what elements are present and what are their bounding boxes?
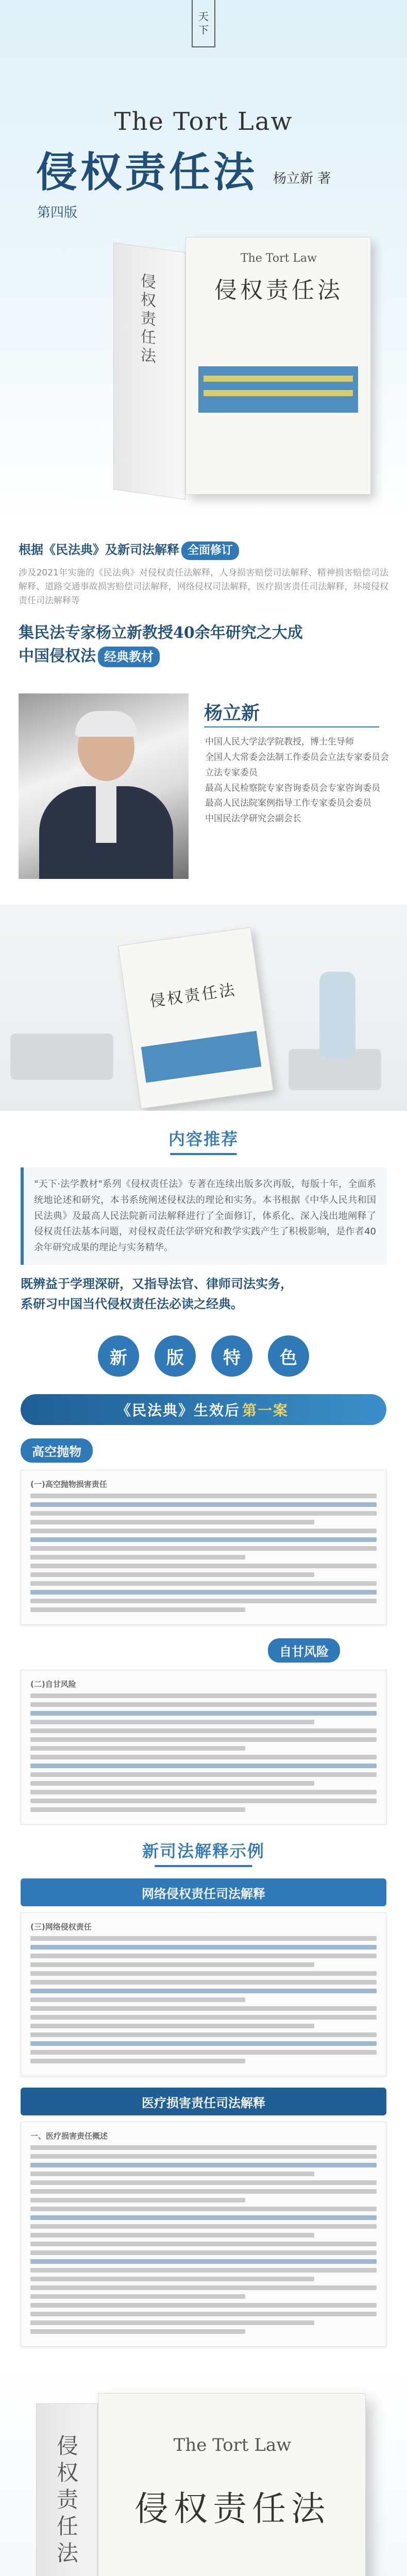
doc-line [30,2154,377,2159]
product-photo [0,905,407,1111]
doc-line [30,1529,377,1533]
doc-line-highlight [30,2041,377,2046]
doc-line [30,2303,377,2308]
slogan-line-2 [19,645,388,668]
doc-line [30,1693,377,1698]
author-portrait [19,693,189,879]
doc-line [30,2242,377,2246]
cover-yellow-line [204,376,353,382]
doc-line [30,2224,377,2229]
doc-line [30,2294,245,2299]
title-chinese: 侵权责任法 [36,148,258,196]
doc-excerpt-3-heading: (三)网络侵权责任 [30,1922,92,1932]
series-badge [192,0,215,47]
explanation-title: 新司法解释示例 [0,1838,407,1867]
explanation-section [0,1825,407,2352]
author-credit: 杨立新 著 [273,171,331,187]
doc-line-highlight [30,1590,377,1595]
feature-char-2: 版 [155,1335,196,1377]
series-badge-char-1: 天 [198,10,209,23]
doc-line [30,2145,377,2150]
author-name: 杨立新 [204,703,260,724]
medical-tort-banner: 医疗损害责任司法解释 [21,2088,386,2115]
pill-high-altitude: 高空抛物 [21,1438,93,1463]
footer-book-spine-title: 侵权责任法 [54,2434,79,2569]
cover-blue-band [198,366,358,413]
footer-book-render [0,2362,407,2576]
doc-line [30,1720,314,1724]
intro-lead-text: 根据《民法典》及新司法解释 [19,543,179,557]
doc-line [30,2024,314,2028]
book-front-cover [185,237,371,495]
cover-yellow-line [204,390,353,396]
doc-line [30,1702,377,1707]
doc-line [30,1755,377,1759]
doc-line [30,2172,314,2176]
doc-line [30,2180,377,2185]
intro-section [0,526,407,678]
doc-line [30,2050,377,2055]
doc-excerpt-1 [21,1470,386,1625]
doc-line [30,1546,377,1551]
slogan-line-1: 集民法专家杨立新教授40余年研究之大成 [19,624,303,642]
doc-excerpt-4 [21,2122,386,2347]
photo-prop-bottle [319,972,355,1059]
doc-line [30,1781,314,1786]
doc-line-highlight [30,2259,377,2264]
intro-description: 涉及2021年实施的《民法典》对侵权责任法解释，人身损害赔偿司法解释、精神损害赔偿司法解释、道路交通事故损害赔偿司法解释，网络侵权司法解释，医疗损害责任司法解释，环境侵权责任司法解释等 [19,567,388,606]
first-case-banner [21,1394,386,1425]
doc-line [30,2198,245,2202]
footer-book-front-cover [98,2393,366,2576]
author-section [0,683,407,900]
title-english: The Tort Law [114,107,293,136]
series-badge-char-2: 下 [198,24,209,36]
slogan-line-2-text: 中国侵权法 [19,647,96,666]
doc-line [30,1564,377,1568]
doc-line-highlight [30,2163,377,2167]
doc-line [30,1746,245,1751]
classic-textbook-tag: 经典教材 [98,647,160,667]
doc-line [30,2006,377,2011]
doc-excerpt-3 [21,1912,386,2076]
doc-line [30,1954,377,1958]
recommend-title: 内容推荐 [21,1126,386,1155]
recommend-quote-line-1: 既辨益于学理深研，又指导法官、律师司法实务， [21,1276,293,1292]
doc-line [30,2032,377,2037]
first-case-highlight: 第一案 [242,1402,289,1419]
doc-line-highlight [30,2215,377,2220]
recommend-section [0,1111,407,1324]
network-tort-banner: 网络侵权责任司法解释 [21,1878,386,1906]
doc-line [30,2059,245,2063]
doc-line [30,2285,377,2290]
doc-excerpt-2 [21,1670,386,1825]
footer-cover-title-chinese: 侵权责任法 [134,2489,330,2529]
doc-excerpt-2-heading: (二)自甘风险 [30,1680,76,1689]
doc-line [30,1799,377,1803]
doc-line [30,1494,377,1498]
edition-label: 第四版 [37,205,78,221]
doc-line [30,1936,377,1941]
features-row [0,1330,407,1389]
recommend-body: "天下·法学教材"系列《侵权责任法》专著在连续出版多次再版，每版十年，全面系统地论述和研究，本书系统阐述侵权法的理论和实务。本书根据《中华人民共和国民法典》及最高人民法院新司法解释进行了全面修订，体系化、深入浅出地阐释了侵权责任法基本问题，对侵权责任法学研究和教学实践产生了积极影响，是作者40余年研究成果的理论与实务精华。 [21,1167,386,1265]
feature-char-3: 特 [211,1335,252,1377]
doc-line-highlight [30,1945,377,1950]
slogan [19,621,388,668]
doc-line-highlight [30,1711,377,1716]
doc-line [30,1520,314,1524]
doc-line-highlight [30,1764,377,1768]
feature-char-1: 新 [98,1335,139,1377]
doc-line-highlight [30,1537,377,1542]
doc-line [30,1555,245,1560]
doc-line [30,1599,377,1603]
intro-lead [19,541,388,560]
pill-self-risk: 自甘风险 [268,1638,340,1663]
recommend-quote-line-2: 系研习中国当代侵权责任法必读之经典。 [21,1296,243,1311]
hero-section [0,0,407,526]
doc-excerpt-1-heading: (一)高空抛物损害责任 [30,1480,107,1489]
doc-line [30,1962,314,1967]
doc-line [30,1607,245,1612]
doc-line [30,2015,377,2020]
doc-line [30,2207,377,2211]
photo-book-band [141,1031,262,1083]
feature-char-4: 色 [268,1335,309,1377]
photo-book-title: 侵权责任法 [148,981,238,1011]
doc-line [30,2250,377,2255]
doc-line [30,1807,245,1812]
first-case-banner-text: 《民法典》生效后 [116,1402,240,1419]
doc-line [30,2268,377,2273]
photo-book [118,927,274,1109]
doc-line [30,2189,377,2194]
cover-title-chinese: 侵权责任法 [214,277,343,303]
doc-line [30,1772,377,1777]
footer-cover-title-english: The Tort Law [173,2435,292,2456]
doc-line [30,2233,314,2238]
doc-line [30,2277,314,2281]
doc-line [30,2320,314,2325]
photo-prop-stone [10,1033,113,1080]
author-bio: 中国人民大学法学院教授，博士生导师 全国人大常委会法制工作委员会立法专家委员会立法专家委员 最高人民检察院专家咨询委员会专家咨询委员 最高人民法院案例指导工作专家委员会委员 中国民法学研究会副会长 [205,737,389,824]
doc-line [30,1572,314,1577]
doc-line [30,2312,377,2316]
portrait-hair [75,711,137,737]
author-name-divider [204,726,379,727]
cover-title-english: The Tort Law [241,252,317,265]
doc-excerpt-4-heading: 一、医疗损害责任概述 [30,2131,108,2141]
doc-line [30,1581,377,1586]
doc-line [30,2329,245,2334]
doc-line [30,1997,245,2002]
revision-tag: 全面修订 [181,541,239,560]
book-3d-render [113,232,381,510]
recommend-quote [21,1274,386,1314]
book-spine-title: 侵权责任法 [138,272,156,367]
doc-line [30,1971,377,1976]
doc-line-highlight [30,1502,377,1507]
doc-line [30,1728,377,1733]
doc-line-highlight [30,1989,377,1993]
doc-line [30,1790,377,1794]
doc-line [30,1511,377,1516]
doc-line [30,1980,377,1985]
portrait-shirt [96,786,116,843]
doc-line [30,1737,377,1742]
